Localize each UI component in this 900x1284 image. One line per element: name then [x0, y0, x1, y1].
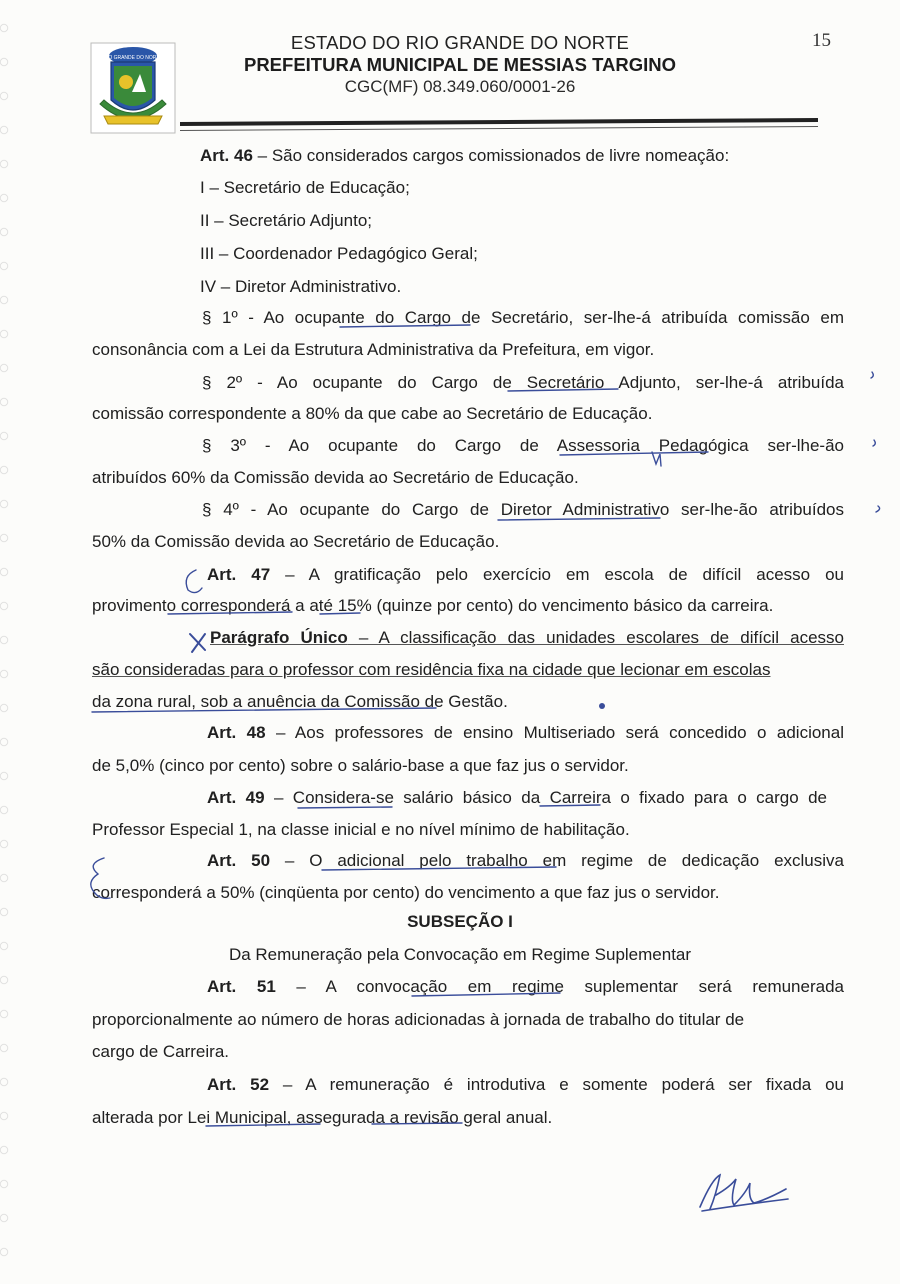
- art-49-line-2: Professor Especial 1, na classe inicial e no nível mínimo de habilitação.: [92, 820, 630, 839]
- x-mark: [190, 634, 205, 652]
- handwritten-signature: [690, 1165, 800, 1225]
- art-46-item-4: IV – Diretor Administrativo.: [200, 277, 402, 296]
- art-51-text: – A convocação em regime suplementar será remunerada: [275, 977, 844, 996]
- art-47-line-2: provimento corresponderá a até 15% (quinze por cento) do vencimento básico da carreira.: [92, 596, 774, 615]
- art-48-line-1: [207, 723, 844, 743]
- header-municipality: PREFEITURA MUNICIPAL DE MESSIAS TARGINO: [243, 54, 677, 75]
- art-48-line-2: de 5,0% (cinco por cento) sobre o salário-base a que faz jus o servidor.: [92, 756, 629, 775]
- subsection-title: SUBSEÇÃO I: [407, 912, 513, 931]
- art-49-label: Art. 49: [207, 788, 265, 807]
- document-header: [220, 32, 700, 98]
- municipal-coat-of-arms-logo: [90, 42, 176, 134]
- paragraph-4-line-2: 50% da Comissão devida ao Secretário de Educação.: [92, 532, 500, 551]
- sole-paragraph-line-2: são consideradas para o professor com residência fixa na cidade que lecionar em escolas: [92, 660, 771, 679]
- art-50-text: – O adicional pelo trabalho em regime de dedicação exclusiva: [270, 851, 844, 870]
- art-47-text: – A gratificação pelo exercício em escola de difícil acesso ou: [270, 565, 844, 584]
- page-number: 15: [812, 30, 831, 51]
- paragraph-3-line-1: § 3º - Ao ocupante do Cargo de Assessoria Pedagógica ser-lhe-ão: [202, 436, 844, 455]
- art-48-label: Art. 48: [207, 723, 266, 742]
- art-50-line-1: [207, 851, 844, 871]
- logo-text: RIO GRANDE DO NORTE: [103, 55, 163, 61]
- subsection-subtitle: Da Remuneração pela Convocação em Regime Suplementar: [228, 945, 692, 964]
- header-cgc: CGC(MF) 08.349.060/0001-26: [344, 77, 576, 96]
- art-48-text: – Aos professores de ensino Multiseriado será concedido o adicional: [265, 723, 844, 742]
- art-46-text: – São considerados cargos comissionados de livre nomeação:: [252, 146, 730, 165]
- paragraph-4-line-1: § 4º - Ao ocupante do Cargo de Diretor Administrativo ser-lhe-ão atribuídos: [202, 500, 844, 519]
- art-50-line-2: corresponderá a 50% (cinqüenta por cento) do vencimento a que faz jus o servidor.: [92, 883, 720, 902]
- art-51-line-1: [207, 977, 844, 997]
- margin-tick-3: [876, 506, 880, 512]
- art-46-item-3: III – Coordenador Pedagógico Geral;: [200, 244, 478, 263]
- art-52-label: Art. 52: [207, 1075, 270, 1094]
- paragraph-1-line-1: § 1º - Ao ocupante do Cargo de Secretário, ser-lhe-á atribuída comissão em: [202, 308, 844, 327]
- header-rule-thin: [180, 126, 818, 131]
- art-52-line-2: alterada por Lei Municipal, assegurada a revisão geral anual.: [92, 1108, 553, 1127]
- margin-tick-2: [873, 440, 875, 446]
- circle-mark: [186, 570, 202, 593]
- paragraph-3-line-2: atribuídos 60% da Comissão devida ao Secretário de Educação.: [92, 468, 579, 487]
- sole-paragraph-line-3: da zona rural, sob a anuência da Comissão de Gestão.: [92, 692, 508, 711]
- binder-holes: [0, 20, 14, 1270]
- art-49-text: – Considera-se salário básico da Carreira o fixado para o cargo de: [264, 788, 827, 807]
- art-46-item-2: II – Secretário Adjunto;: [200, 211, 372, 230]
- art-51-label: Art. 51: [207, 977, 276, 996]
- sole-paragraph-label: Parágrafo Único: [210, 628, 348, 647]
- art-52-line-1: [207, 1075, 844, 1095]
- paragraph-1-line-2: consonância com a Lei da Estrutura Administrativa da Prefeitura, em vigor.: [92, 340, 655, 359]
- art-46-heading: [200, 146, 729, 166]
- art-51-line-2: proporcionalmente ao número de horas adicionadas à jornada de trabalho do titular de: [92, 1010, 745, 1029]
- art-46-label: Art. 46: [200, 146, 253, 165]
- header-state: ESTADO DO RIO GRANDE DO NORTE: [290, 32, 630, 53]
- paragraph-2-line-1: § 2º - Ao ocupante do Cargo de Secretário Adjunto, ser-lhe-á atribuída: [202, 373, 844, 392]
- art-47-label: Art. 47: [207, 565, 271, 584]
- sole-paragraph-line-1: [210, 628, 844, 648]
- paragraph-2-line-2: comissão correspondente a 80% da que cabe ao Secretário de Educação.: [92, 404, 653, 423]
- art-52-text: – A remuneração é introdutiva e somente poderá ser fixada ou: [269, 1075, 845, 1094]
- art-51-line-3: cargo de Carreira.: [92, 1042, 230, 1061]
- margin-tick-1: [871, 372, 873, 378]
- art-46-item-1: I – Secretário de Educação;: [200, 178, 410, 197]
- sole-paragraph-text: – A classificação das unidades escolares de difícil acesso: [347, 628, 844, 647]
- art-50-label: Art. 50: [207, 851, 271, 870]
- header-rule: [180, 118, 818, 126]
- art-47-line-1: [207, 565, 844, 585]
- art-49-line-1: [207, 788, 827, 808]
- ink-dot: [599, 703, 605, 709]
